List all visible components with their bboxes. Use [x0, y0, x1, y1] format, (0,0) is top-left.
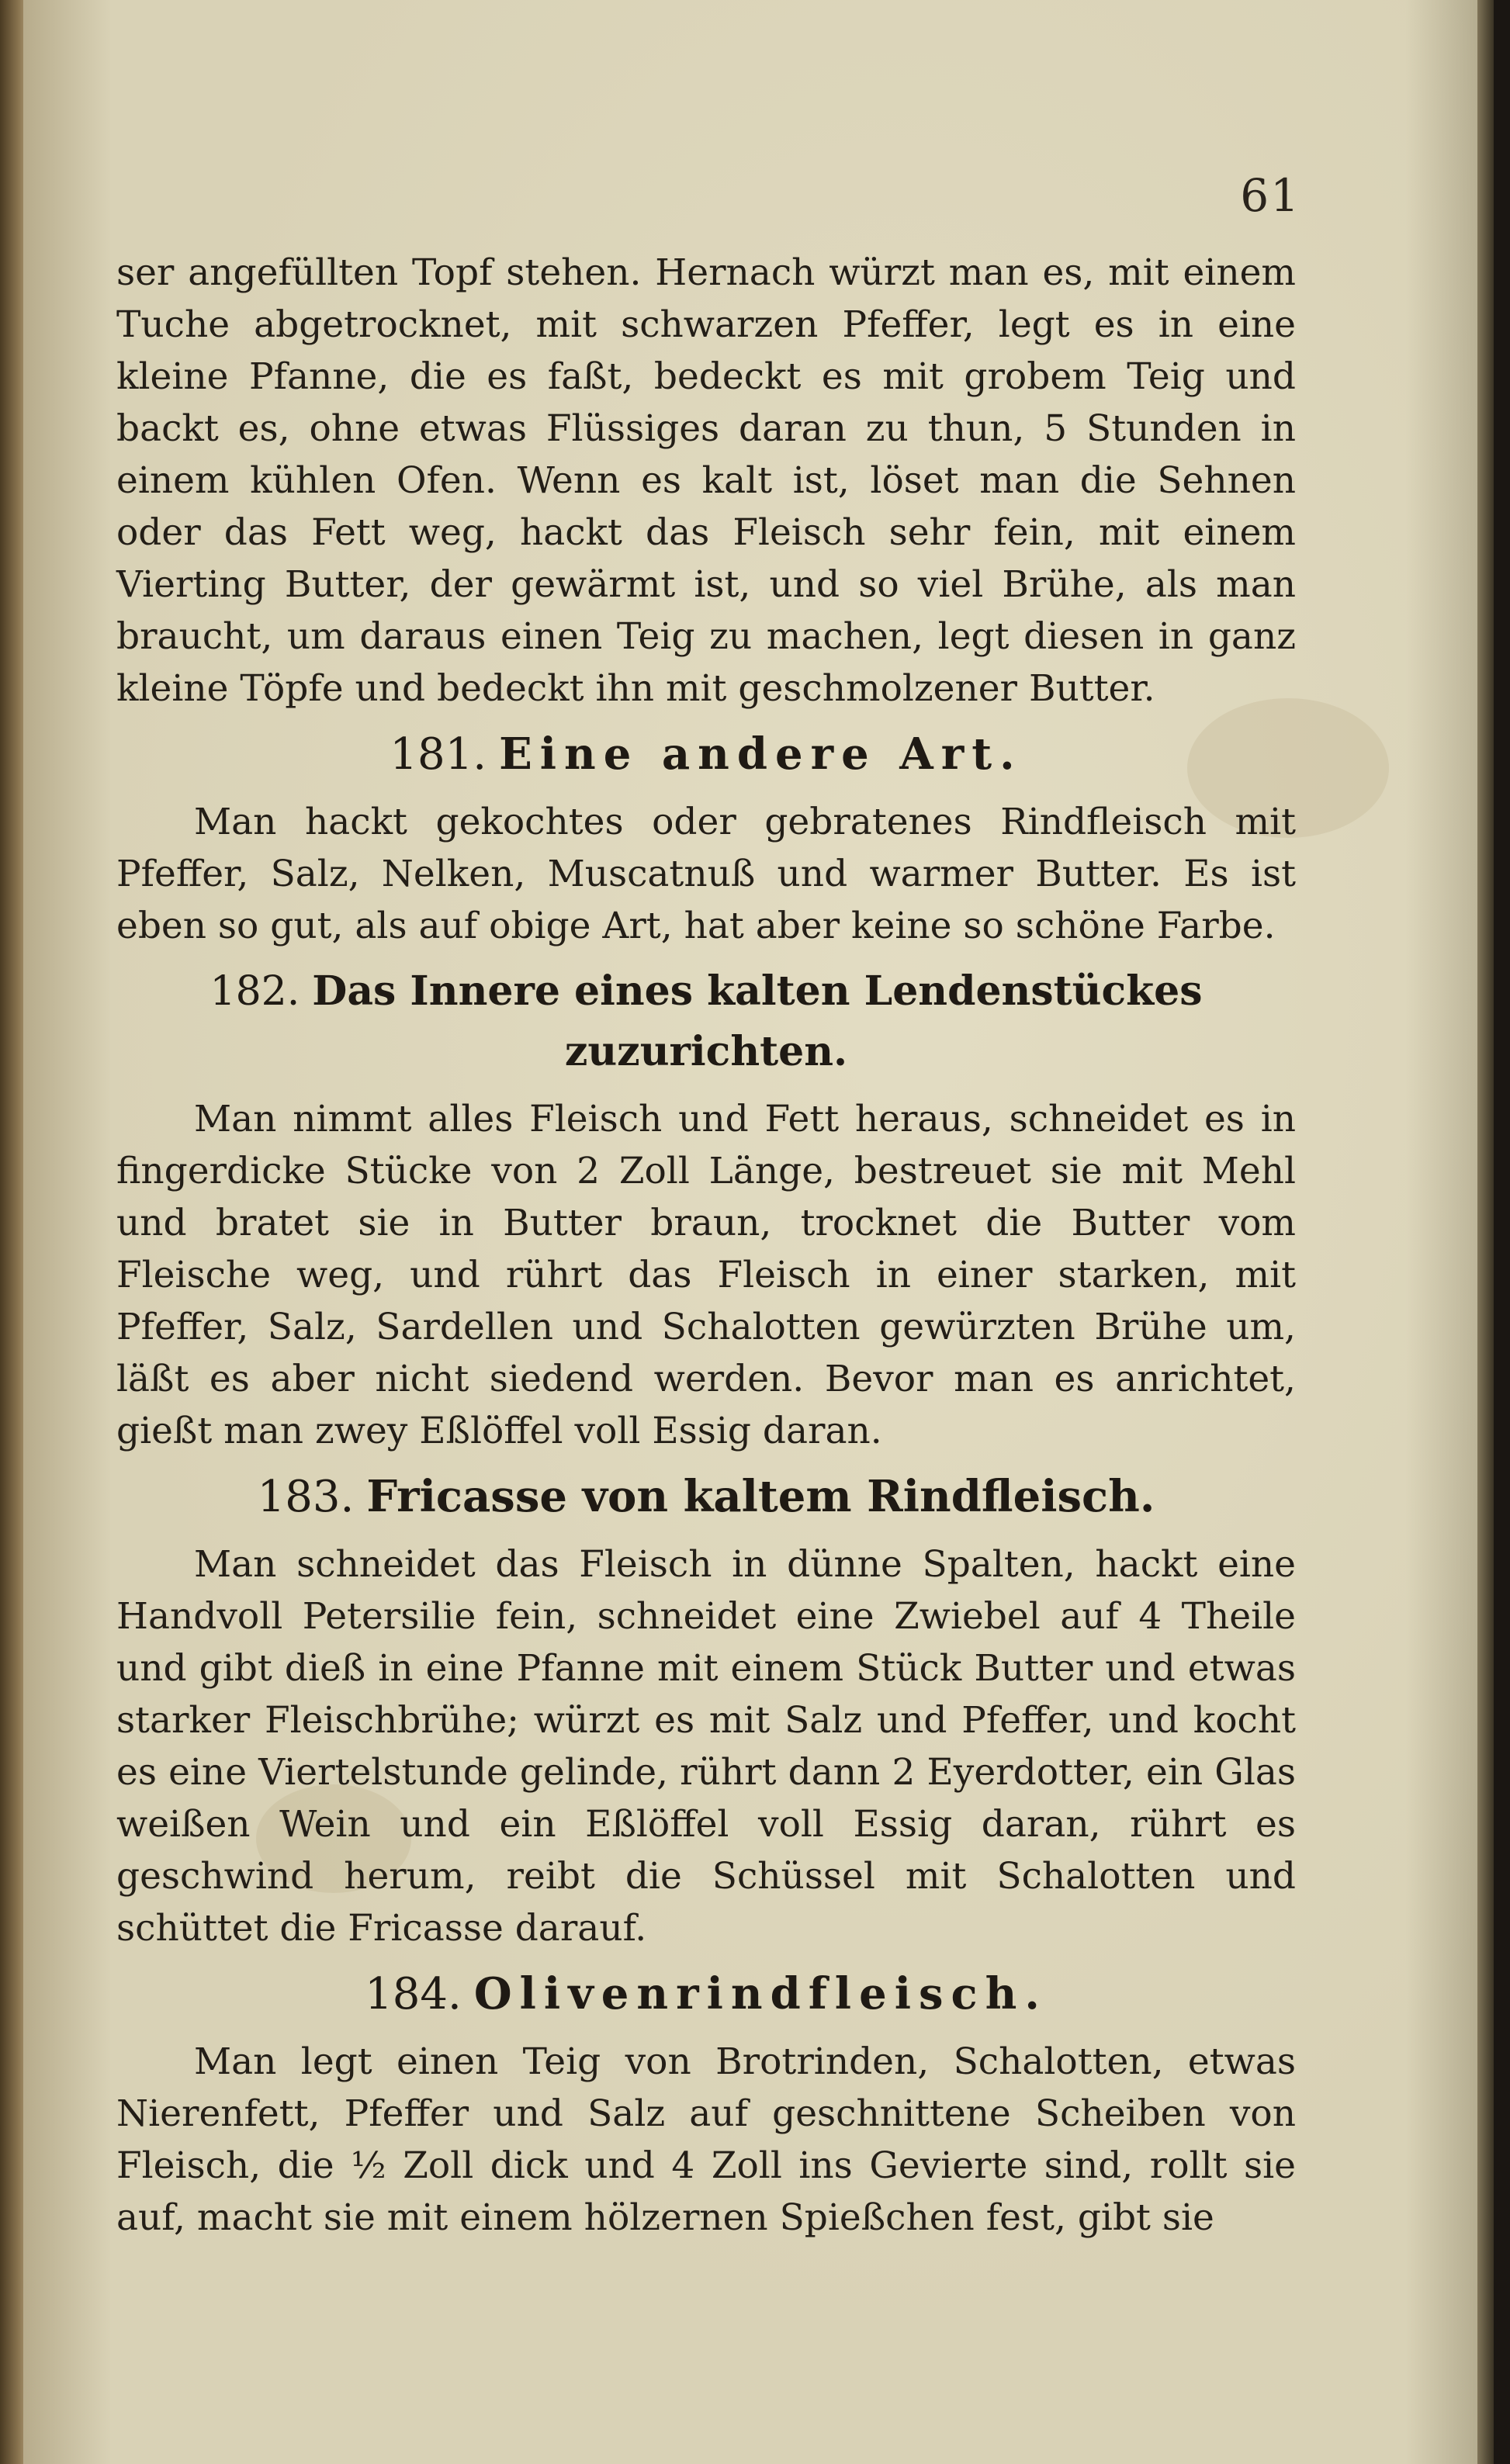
recipe-title: Fricasse von kaltem Rindfleisch.	[366, 1471, 1155, 1522]
recipe-heading-182	[116, 961, 1296, 1082]
page-edge	[1477, 0, 1494, 2464]
recipe-number: 182.	[210, 968, 300, 1015]
recipe-heading-181	[116, 724, 1296, 785]
recipe-number: 184.	[365, 1969, 462, 2019]
recipe-heading-184	[116, 1964, 1296, 2025]
recipe-heading-183	[116, 1466, 1296, 1528]
recipe-title: Eine andere Art.	[499, 728, 1023, 780]
recipe-184-text: Man legt einen Teig von Brotrinden, Schalotten, etwas Nierenfett, Pfeffer und Salz auf geschnittene Scheiben von Fleisch, die ½ Zoll dick und 4 Zoll ins Gevierte sind, rollt sie auf, macht sie mit einem hölzernen Spießchen fest, gibt sie	[116, 2040, 1296, 2239]
recipe-181-text: Man hackt gekochtes oder gebratenes Rindfleisch mit Pfeffer, Salz, Nelken, Muscatnuß und warmer Butter. Es ist eben so gut, als auf obige Art, hat aber keine so schöne Farbe.	[116, 801, 1296, 947]
recipe-number: 181.	[390, 729, 487, 780]
recipe-title: Das Innere eines kalten Lendenstückes zuzurichten.	[312, 967, 1203, 1075]
recipe-number: 183.	[257, 1472, 355, 1522]
page-number: 61	[1240, 169, 1300, 222]
recipe-title: Olivenrindfleisch.	[473, 1968, 1048, 2019]
page-text	[116, 247, 1296, 2244]
recipe-183-text: Man schneidet das Fleisch in dünne Spalten, hackt eine Handvoll Petersilie fein, schneidet eine Zwiebel auf 4 Theile und gibt dieß in eine Pfanne mit einem Stück Butter und etwas starker Fleischbrühe; würzt es mit Salz und Pfeffer, und kocht es eine Viertelstunde gelinde, rührt dann 2 Eyerdotter, ein Glas weißen Wein und ein Eßlöffel voll Essig daran, rührt es geschwind herum, reibt die Schüssel mit Schalotten und schüttet die Fricasse darauf.	[116, 1543, 1296, 1950]
recipe-182-text: Man nimmt alles Fleisch und Fett heraus, schneidet es in fingerdicke Stücke von 2 Zoll Länge, bestreuet sie mit Mehl und bratet sie in Butter braun, trocknet die Butter vom Fleische weg, und rührt das Fleisch in einer starken, mit Pfeffer, Salz, Sardellen und Schalotten gewürzten Brühe um, läßt es aber nicht siedend werden. Bevor man es anrichtet, gießt man zwey Eßlöffel voll Essig daran.	[116, 1098, 1296, 1452]
paragraph-continued: ser angefüllten Topf stehen. Hernach würzt man es, mit einem Tuche abgetrocknet, mit schwarzen Pfeffer, legt es in eine kleine Pfanne, die es faßt, bedeckt es mit grobem Teig und backt es, ohne etwas Flüssiges daran zu thun, 5 Stunden in einem kühlen Ofen. Wenn es kalt ist, löset man die Sehnen oder das Fett weg, hackt das Fleisch sehr fein, mit einem Vierting Butter, der gewärmt ist, und so viel Brühe, als man braucht, um daraus einen Teig zu machen, legt diesen in ganz kleine Töpfe und bedeckt ihn mit geschmolzener Butter.	[116, 251, 1296, 710]
